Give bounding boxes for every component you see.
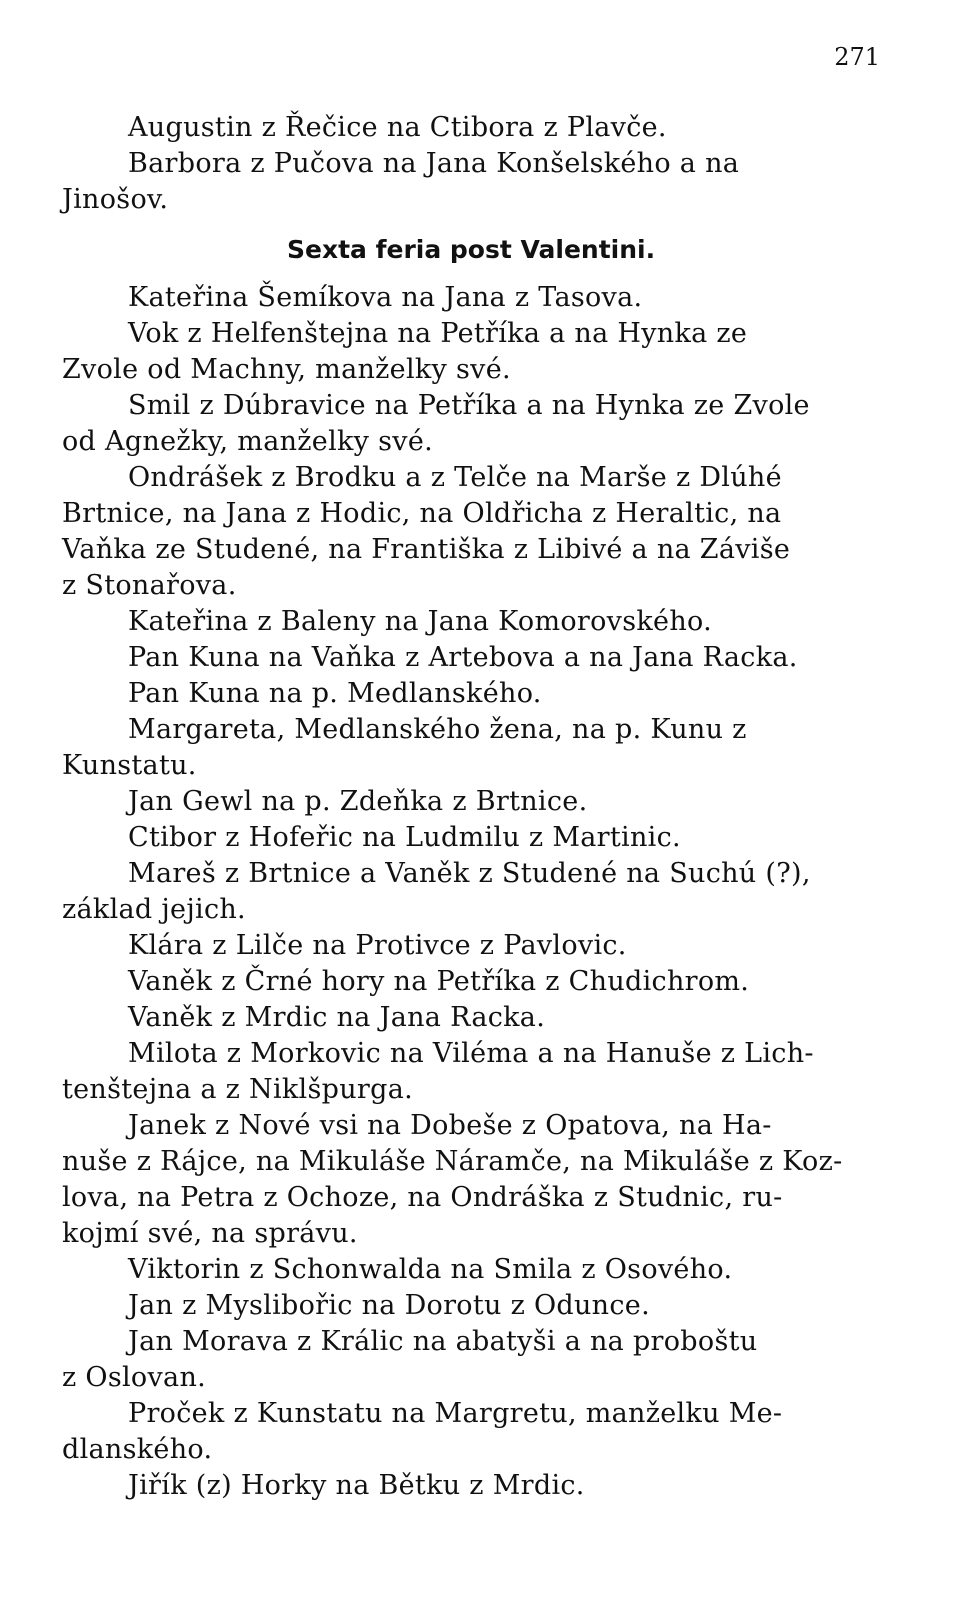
text-line: Margareta, Medlanského žena, na p. Kunu z [128, 714, 747, 745]
text-line: Ondrášek z Brodku a z Telče na Marše z Dlúhé [128, 462, 782, 493]
text-line: Kateřina Šemíkova na Jana z Tasova. [128, 282, 643, 313]
text-line: Ctibor z Hofeřic na Ludmilu z Martinic. [128, 822, 681, 853]
text-line: Milota z Morkovic na Viléma a na Hanuše z Lich- [128, 1038, 814, 1069]
text-line: Pan Kuna na p. Medlanského. [128, 678, 542, 709]
text-line: Zvole od Machny, manželky své. [62, 354, 511, 385]
text-line: Vaněk z Črné hory na Petříka z Chudichrom. [128, 966, 750, 997]
text-line: Mareš z Brtnice a Vaněk z Studené na Suchú (?), [128, 858, 811, 889]
text-line: základ jejich. [62, 894, 246, 925]
text-line: Vaňka ze Studené, na Františka z Libivé a na Záviše [62, 534, 791, 565]
text-line: Kateřina z Baleny na Jana Komorovského. [128, 606, 712, 637]
section-heading: Sexta feria post Valentini. [287, 235, 656, 264]
text-line: Vok z Helfenštejna na Petříka a na Hynka ze [128, 318, 748, 349]
text-line: Smil z Dúbravice na Petříka a na Hynka ze Zvole [128, 390, 810, 421]
text-line: Jan Gewl na p. Zdeňka z Brtnice. [128, 786, 588, 817]
text-line: Brtnice, na Jana z Hodic, na Oldřicha z Heraltic, na [62, 498, 782, 529]
text-line: kojmí své, na správu. [62, 1218, 358, 1249]
text-line: Kunstatu. [62, 750, 197, 781]
text-line: Jiřík (z) Horky na Bětku z Mrdic. [128, 1470, 585, 1501]
text-line: Jan z Myslibořic na Dorotu z Odunce. [128, 1290, 650, 1321]
text-line: Jan Morava z Králic na abatyši a na proboštu [128, 1326, 758, 1357]
text-line: z Oslovan. [62, 1362, 207, 1393]
text-line: Viktorin z Schonwalda na Smila z Osového. [128, 1254, 733, 1285]
text-line: dlanského. [62, 1434, 213, 1465]
text-line: Barbora z Pučova na Jana Konšelského a na [128, 148, 740, 179]
text-line: Pan Kuna na Vaňka z Artebova a na Jana Racka. [128, 642, 798, 673]
page-number: 271 [834, 43, 880, 71]
text-line: Vaněk z Mrdic na Jana Racka. [128, 1002, 546, 1033]
text-line: tenštejna a z Niklšpurga. [62, 1074, 413, 1105]
text-line: Janek z Nové vsi na Dobeše z Opatova, na Ha- [128, 1110, 772, 1141]
text-line: lova, na Petra z Ochoze, na Ondráška z Studnic, ru- [62, 1182, 783, 1213]
text-line: Jinošov. [62, 184, 169, 215]
text-line: Klára z Lilče na Protivce z Pavlovic. [128, 930, 627, 961]
text-line: Augustin z Řečice na Ctibora z Plavče. [128, 112, 667, 143]
text-line: z Stonařova. [62, 570, 237, 601]
text-line: Proček z Kunstatu na Margretu, manželku Me- [128, 1398, 783, 1429]
text-line: nuše z Rájce, na Mikuláše Náramče, na Mikuláše z Koz- [62, 1146, 843, 1177]
text-line: od Agnežky, manželky své. [62, 426, 433, 457]
